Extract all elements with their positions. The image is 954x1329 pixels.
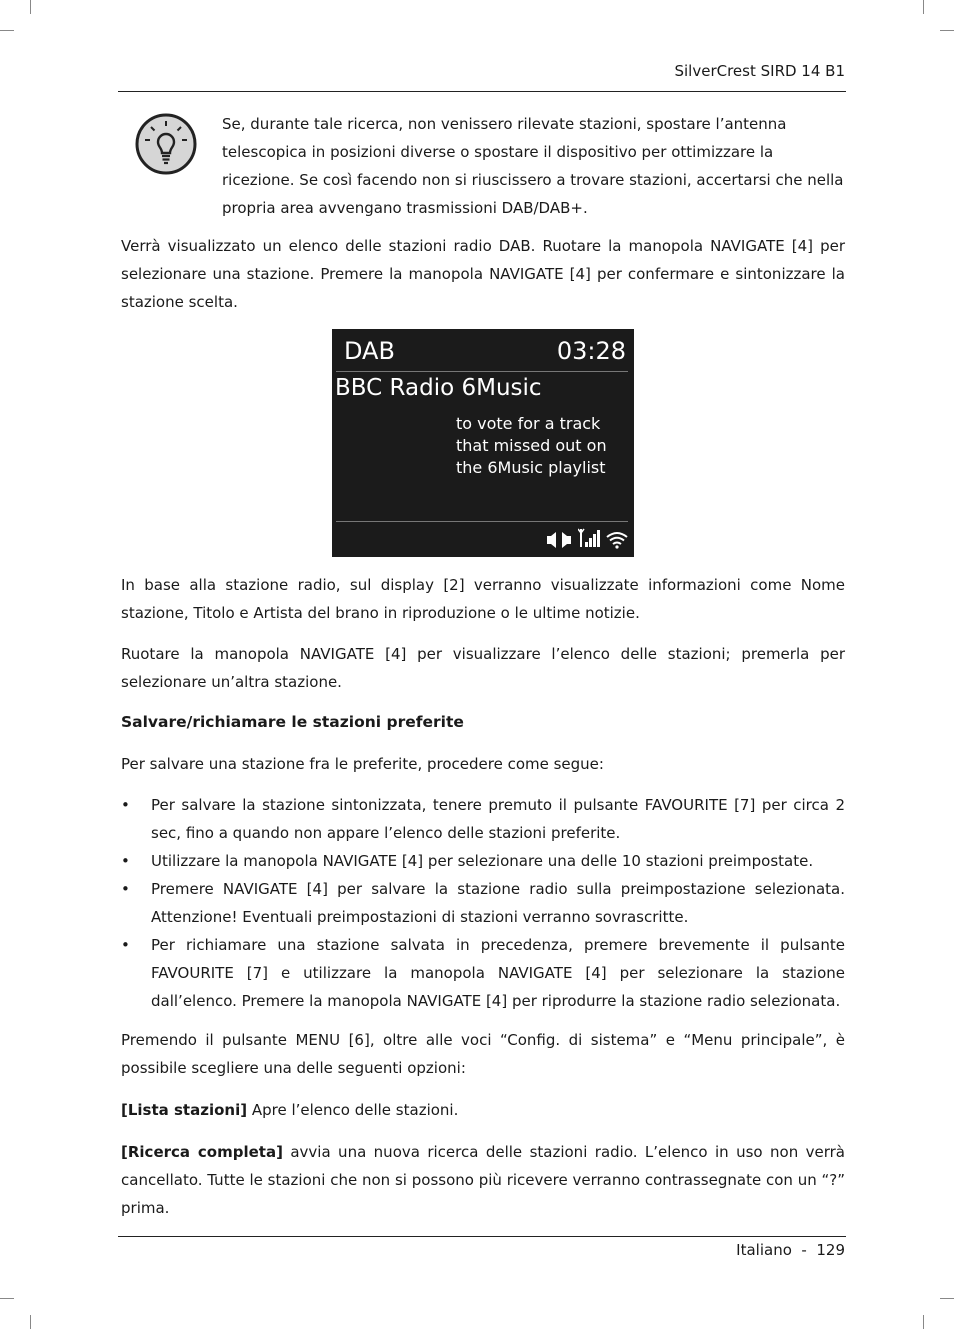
crop-mark — [30, 0, 31, 14]
display-divider — [336, 371, 628, 372]
display-info — [456, 413, 607, 479]
list-item-text: Per richiamare una stazione salvata in precedenza, premere brevemente il pulsante FAVOURITE [7] e utilizzare la manopola NAVIGATE [4] per selezionare la stazione dall’elenco. Premere la manopola NAVIGATE [4] per riprodurre la stazione radio selezionata. — [151, 936, 845, 1010]
bullet-mark: • — [121, 852, 130, 870]
display-info-paragraph: In base alla stazione radio, sul display [2] verranno visualizzate informazioni come Nome stazione, Titolo e Artista del brano in riproduzione o le ultime notizie. — [121, 576, 845, 622]
display-info-line: to vote for a track — [456, 414, 601, 433]
lightbulb-icon — [134, 112, 198, 176]
crop-mark — [0, 1298, 14, 1299]
signal-strength-icon — [578, 527, 600, 553]
bullet-mark: • — [121, 796, 130, 814]
list-item — [121, 931, 845, 1015]
list-item-text: Premere NAVIGATE [4] per salvare la stazione radio sulla preimpostazione selezionata. Attenzione! Eventuali preimpostazioni di stazioni verranno sovrascritte. — [151, 880, 845, 926]
page-footer: Italiano - 129 — [736, 1241, 845, 1259]
rotate-paragraph: Ruotare la manopola NAVIGATE [4] per visualizzare l’elenco delle stazioni; premerla per selezionare un’altra stazione. — [121, 645, 845, 691]
bullet-mark: • — [121, 880, 130, 898]
crop-mark — [30, 1315, 31, 1329]
list-item — [121, 847, 845, 875]
display-mode: DAB — [344, 337, 395, 365]
display-divider — [336, 521, 628, 522]
intro-paragraph: Verrà visualizzato un elenco delle stazioni radio DAB. Ruotare la manopola NAVIGATE [4] per selezionare una stazione. Premere la manopola NAVIGATE [4] per confermare e sintonizzare la stazione scelta. — [121, 237, 845, 311]
list-item-text: Utilizzare la manopola NAVIGATE [4] per selezionare una delle 10 stazioni preimpostate. — [151, 852, 814, 870]
display-info-line: the 6Music playlist — [456, 458, 606, 477]
header-rule — [118, 91, 846, 92]
tip-text: Se, durante tale ricerca, non venissero rilevate stazioni, spostare l’antenna telescopica in posizioni diverse o spostare il dispositivo per ottimizzare la ricezione. Se così facendo non si riuscissero a trovare stazioni, accertarsi che nella propria area avvengano trasmissioni DAB/DAB+. — [222, 115, 844, 217]
option-label: [Ricerca completa] — [121, 1143, 283, 1161]
crop-mark — [923, 0, 924, 14]
list-item — [121, 875, 845, 931]
footer-rule — [118, 1236, 846, 1237]
stereo-icon — [546, 531, 572, 553]
menu-paragraph: Premendo il pulsante MENU [6], oltre alle voci “Config. di sistema” e “Menu principale”, è possibile scegliere una delle seguenti opzioni: — [121, 1031, 845, 1077]
crop-mark — [940, 1298, 954, 1299]
favourite-steps-list — [121, 791, 845, 1015]
section-title: Salvare/richiamare le stazioni preferite — [121, 713, 464, 731]
display-info-line: that missed out on — [456, 436, 607, 455]
bullet-mark: • — [121, 936, 130, 954]
wifi-icon — [606, 531, 628, 553]
crop-mark — [940, 30, 954, 31]
list-item — [121, 791, 845, 847]
display-time: 03:28 — [556, 337, 626, 365]
radio-display — [332, 329, 634, 557]
option-text: Apre l’elenco delle stazioni. — [247, 1101, 459, 1119]
option-full-search — [121, 1138, 845, 1222]
crop-mark — [0, 30, 14, 31]
page-header: SilverCrest SIRD 14 B1 — [674, 62, 845, 80]
section-intro: Per salvare una stazione fra le preferite, procedere come segue: — [121, 755, 604, 773]
crop-mark — [923, 1315, 924, 1329]
list-item-text: Per salvare la stazione sintonizzata, tenere premuto il pulsante FAVOURITE [7] per circa 2 sec, fino a quando non appare l’elenco delle stazioni preferite. — [151, 796, 845, 842]
option-label: [Lista stazioni] — [121, 1101, 248, 1119]
option-text: avvia una nuova ricerca delle stazioni radio. L’elenco in uso non verrà cancellato. Tutte le stazioni che non si possono più ricevere verranno contrassegnate con un “?” prima. — [121, 1143, 845, 1217]
display-status-icons — [546, 529, 628, 553]
option-station-list — [121, 1096, 845, 1124]
display-station: BBC Radio 6Music — [335, 375, 542, 401]
